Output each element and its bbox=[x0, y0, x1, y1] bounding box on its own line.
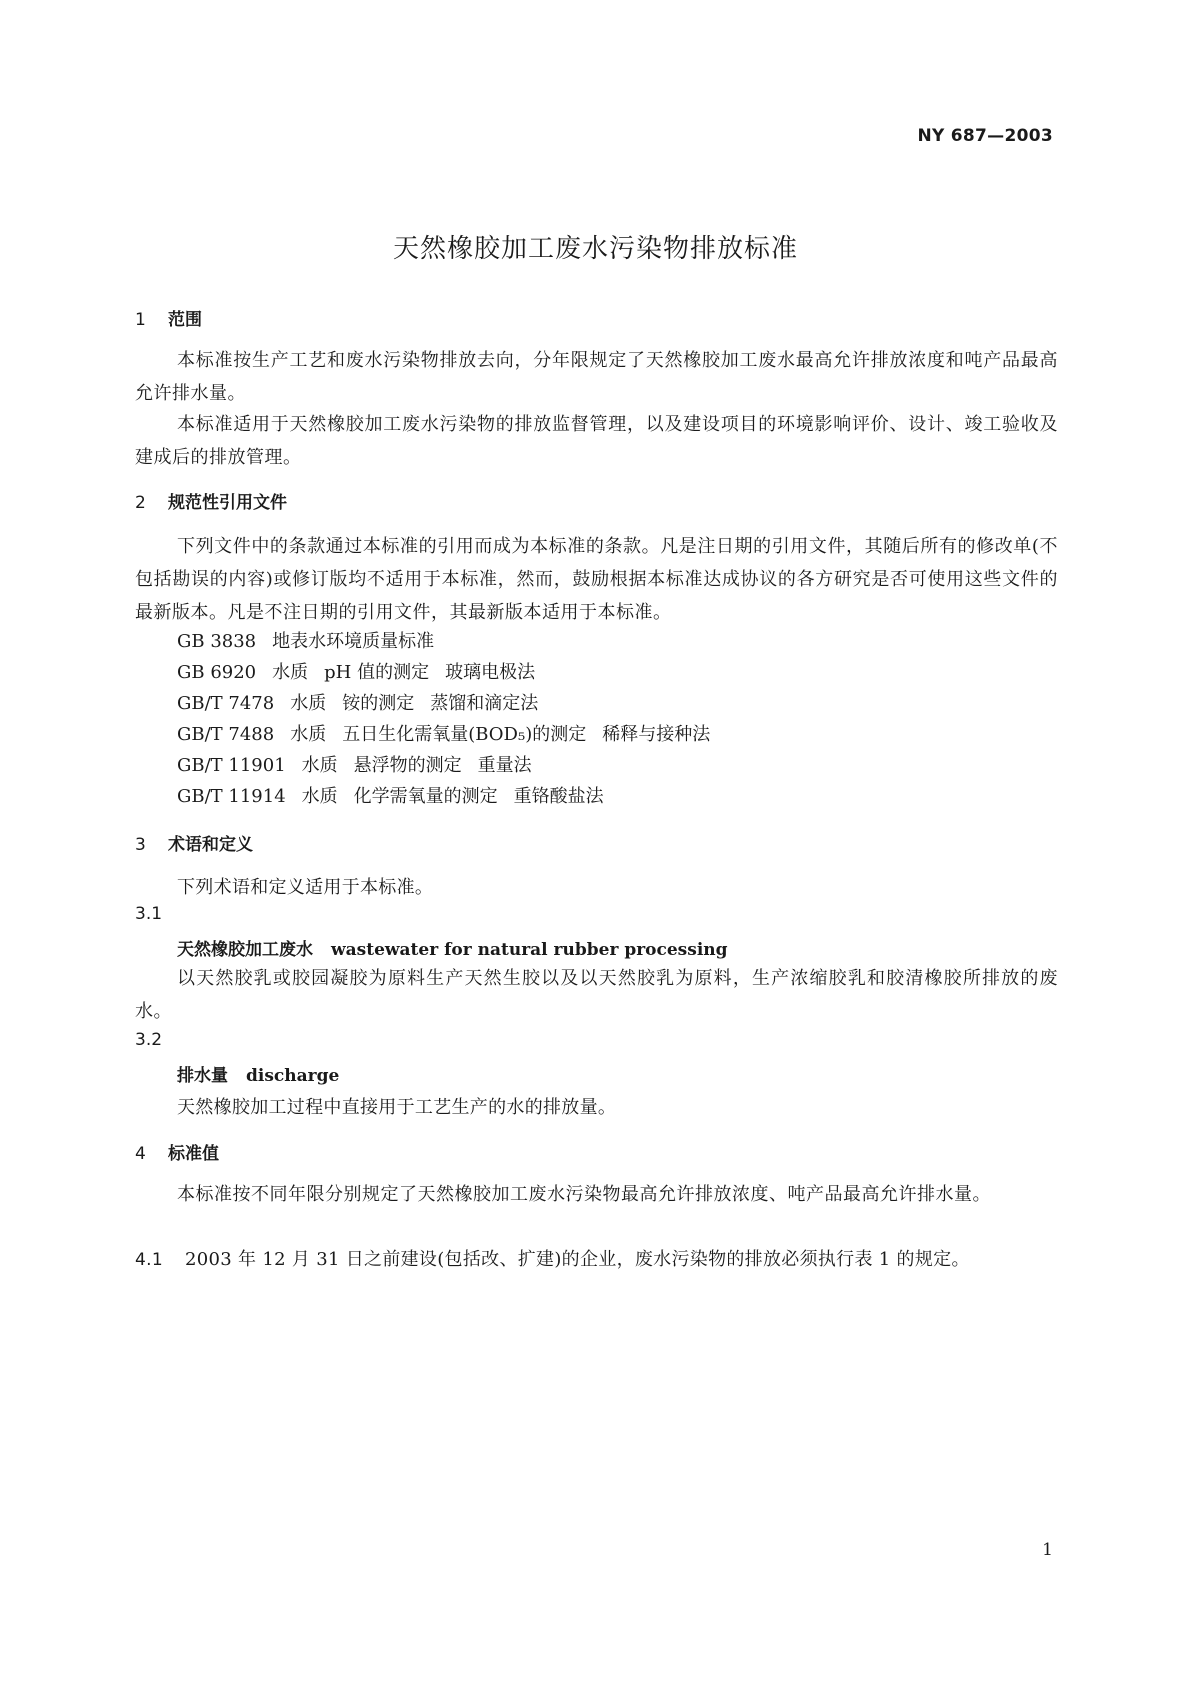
reference-item bbox=[177, 627, 434, 653]
reference-title: 悬浮物的测定 bbox=[353, 755, 462, 776]
term-heading bbox=[177, 935, 728, 960]
clause-4-1 bbox=[135, 1245, 970, 1271]
reference-title: pH 值的测定 bbox=[324, 662, 430, 683]
term-cn: 天然橡胶加工废水 bbox=[177, 940, 313, 960]
reference-title: 重量法 bbox=[477, 755, 532, 776]
document-title: 天然橡胶加工废水污染物排放标准 bbox=[392, 234, 798, 264]
section-number: 4 bbox=[135, 1144, 146, 1164]
standard-number: NY 687—2003 bbox=[917, 126, 1053, 146]
section-title: 范围 bbox=[168, 310, 202, 330]
reference-item bbox=[177, 782, 604, 808]
section-4-intro: 本标准按不同年限分别规定了天然橡胶加工废水污染物最高允许排放浓度、吨产品最高允许排水量。 bbox=[177, 1184, 991, 1205]
reference-code: GB/T 11914 bbox=[177, 786, 286, 807]
term-cn: 排水量 bbox=[177, 1066, 228, 1086]
term-en: wastewater for natural rubber processing bbox=[331, 940, 728, 960]
section-3-intro: 下列术语和定义适用于本标准。 bbox=[177, 877, 434, 898]
reference-title: 水质 bbox=[290, 724, 327, 745]
section-title: 术语和定义 bbox=[168, 835, 253, 855]
section-1-heading bbox=[135, 305, 202, 330]
reference-title: 铵的测定 bbox=[342, 693, 415, 714]
reference-code: GB 3838 bbox=[177, 631, 257, 652]
reference-title: 水质 bbox=[290, 693, 327, 714]
reference-item bbox=[177, 658, 535, 684]
term-number: 3.2 bbox=[135, 1030, 163, 1050]
reference-title: 稀释与接种法 bbox=[602, 724, 711, 745]
reference-title: 五日生化需氧量(BOD₅)的测定 bbox=[342, 724, 587, 745]
section-title: 规范性引用文件 bbox=[168, 493, 287, 513]
reference-code: GB/T 7478 bbox=[177, 693, 275, 714]
term-heading bbox=[177, 1061, 339, 1086]
reference-title: 蒸馏和滴定法 bbox=[430, 693, 539, 714]
term-en: discharge bbox=[246, 1066, 340, 1086]
section-3-heading bbox=[135, 830, 253, 855]
reference-title: 化学需氧量的测定 bbox=[353, 786, 498, 807]
section-number: 2 bbox=[135, 493, 146, 513]
reference-title: 水质 bbox=[301, 786, 338, 807]
section-number: 3 bbox=[135, 835, 146, 855]
reference-item bbox=[177, 720, 710, 746]
reference-title: 水质 bbox=[272, 662, 309, 683]
reference-code: GB 6920 bbox=[177, 662, 257, 683]
term-definition: 以天然胶乳或胶园凝胶为原料生产天然生胶以及以天然胶乳为原料，生产浓缩胶乳和胶清橡胶所排放的废水。 bbox=[135, 968, 1058, 1022]
section-title: 标准值 bbox=[168, 1144, 219, 1164]
reference-title: 地表水环境质量标准 bbox=[272, 631, 435, 652]
section-1-paragraph-1: 本标准按生产工艺和废水污染物排放去向，分年限规定了天然橡胶加工废水最高允许排放浓度和吨产品最高允许排水量。 bbox=[135, 350, 1058, 404]
reference-item bbox=[177, 689, 538, 715]
term-number: 3.1 bbox=[135, 904, 163, 924]
clause-text: 2003 年 12 月 31 日之前建设(包括改、扩建)的企业，废水污染物的排放必须执行表 1 的规定。 bbox=[185, 1249, 970, 1270]
reference-title: 水质 bbox=[301, 755, 338, 776]
page-number: 1 bbox=[1042, 1540, 1053, 1560]
reference-code: GB/T 7488 bbox=[177, 724, 275, 745]
term-definition: 天然橡胶加工过程中直接用于工艺生产的水的排放量。 bbox=[177, 1097, 617, 1118]
section-2-heading bbox=[135, 488, 287, 513]
reference-item bbox=[177, 751, 532, 777]
reference-title: 重铬酸盐法 bbox=[513, 786, 604, 807]
section-4-heading bbox=[135, 1139, 219, 1164]
section-2-intro: 下列文件中的条款通过本标准的引用而成为本标准的条款。凡是注日期的引用文件，其随后所有的修改单(不包括勘误的内容)或修订版均不适用于本标准，然而，鼓励根据本标准达成协议的各方研究是否可使用这些文件的最新版本。凡是不注日期的引用文件，其最新版本适用于本标准。 bbox=[135, 536, 1058, 623]
section-1-paragraph-2: 本标准适用于天然橡胶加工废水污染物的排放监督管理，以及建设项目的环境影响评价、设计、竣工验收及建成后的排放管理。 bbox=[135, 414, 1058, 468]
reference-code: GB/T 11901 bbox=[177, 755, 286, 776]
reference-title: 玻璃电极法 bbox=[445, 662, 536, 683]
section-number: 1 bbox=[135, 310, 146, 330]
clause-number: 4.1 bbox=[135, 1250, 163, 1270]
